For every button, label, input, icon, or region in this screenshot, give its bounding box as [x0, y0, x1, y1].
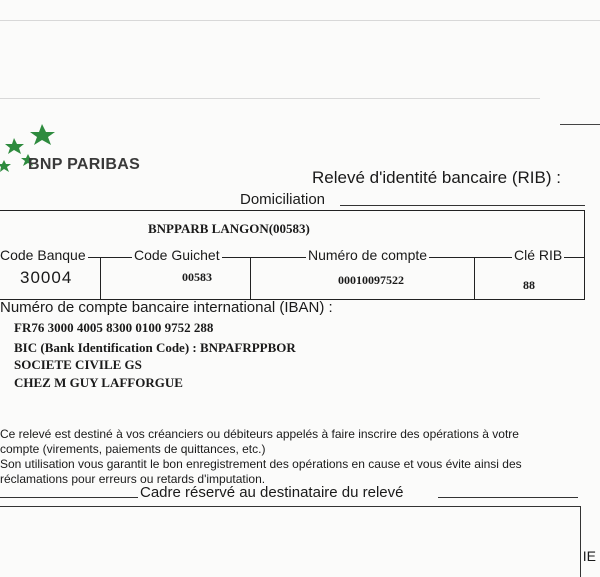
document-title: Relevé d'identité bancaire (RIB) :	[312, 168, 561, 187]
account-holder-line1: SOCIETE CIVILE GS	[14, 357, 142, 372]
account-holder-line2: CHEZ M GUY LAFFORGUE	[14, 375, 183, 390]
notice-line: réclamations pour erreurs ou retards d'imputation.	[0, 472, 266, 486]
numero-compte-value: 00010097522	[338, 273, 404, 287]
code-guichet-label: Code Guichet	[134, 247, 220, 263]
paper-artifact-line	[560, 124, 600, 125]
notice-line: Ce relevé est destiné à vos créanciers ou débiteurs appelés à faire inscrire des opérations à votre	[0, 427, 519, 441]
cle-rib-label: Clé RIB	[514, 247, 563, 263]
domiciliation-rule	[340, 205, 585, 206]
domiciliation-label: Domiciliation	[240, 191, 326, 208]
bank-brand-name: BNP PARIBAS	[28, 156, 141, 173]
notice-line: compte (virements, paiements de quittances, etc.)	[0, 442, 266, 456]
column-divider	[250, 257, 251, 299]
paper-artifact-line	[0, 20, 600, 21]
bank-branch-name: BNPPARB LANGON(00583)	[148, 221, 310, 236]
iban-value: FR76 3000 4005 8300 0100 9752 288	[14, 320, 214, 335]
paper-artifact-line	[0, 98, 540, 99]
page-edge-mark: IE	[582, 548, 596, 564]
cle-rib-value: 88	[523, 278, 535, 292]
cadre-rule-left	[0, 497, 138, 498]
notice-line: Son utilisation vous garantit le bon enregistrement des opérations en cause et vous évite ainsi des	[0, 457, 522, 471]
numero-compte-label: Numéro de compte	[308, 247, 428, 263]
column-divider	[100, 257, 101, 299]
column-divider	[474, 257, 475, 299]
cadre-label: Cadre réservé au destinataire du relevé	[140, 484, 404, 501]
bic-line: BIC (Bank Identification Code) : BNPAFRPPBOR	[14, 340, 296, 355]
cadre-rule-right	[438, 497, 578, 498]
recipient-reserved-box	[0, 506, 581, 577]
code-banque-value: 30004	[20, 268, 73, 287]
bnp-stars-logo-icon	[0, 120, 60, 184]
code-guichet-value: 00583	[182, 270, 212, 284]
iban-label: Numéro de compte bancaire international (IBAN) :	[0, 299, 333, 316]
code-banque-label: Code Banque	[0, 247, 86, 263]
